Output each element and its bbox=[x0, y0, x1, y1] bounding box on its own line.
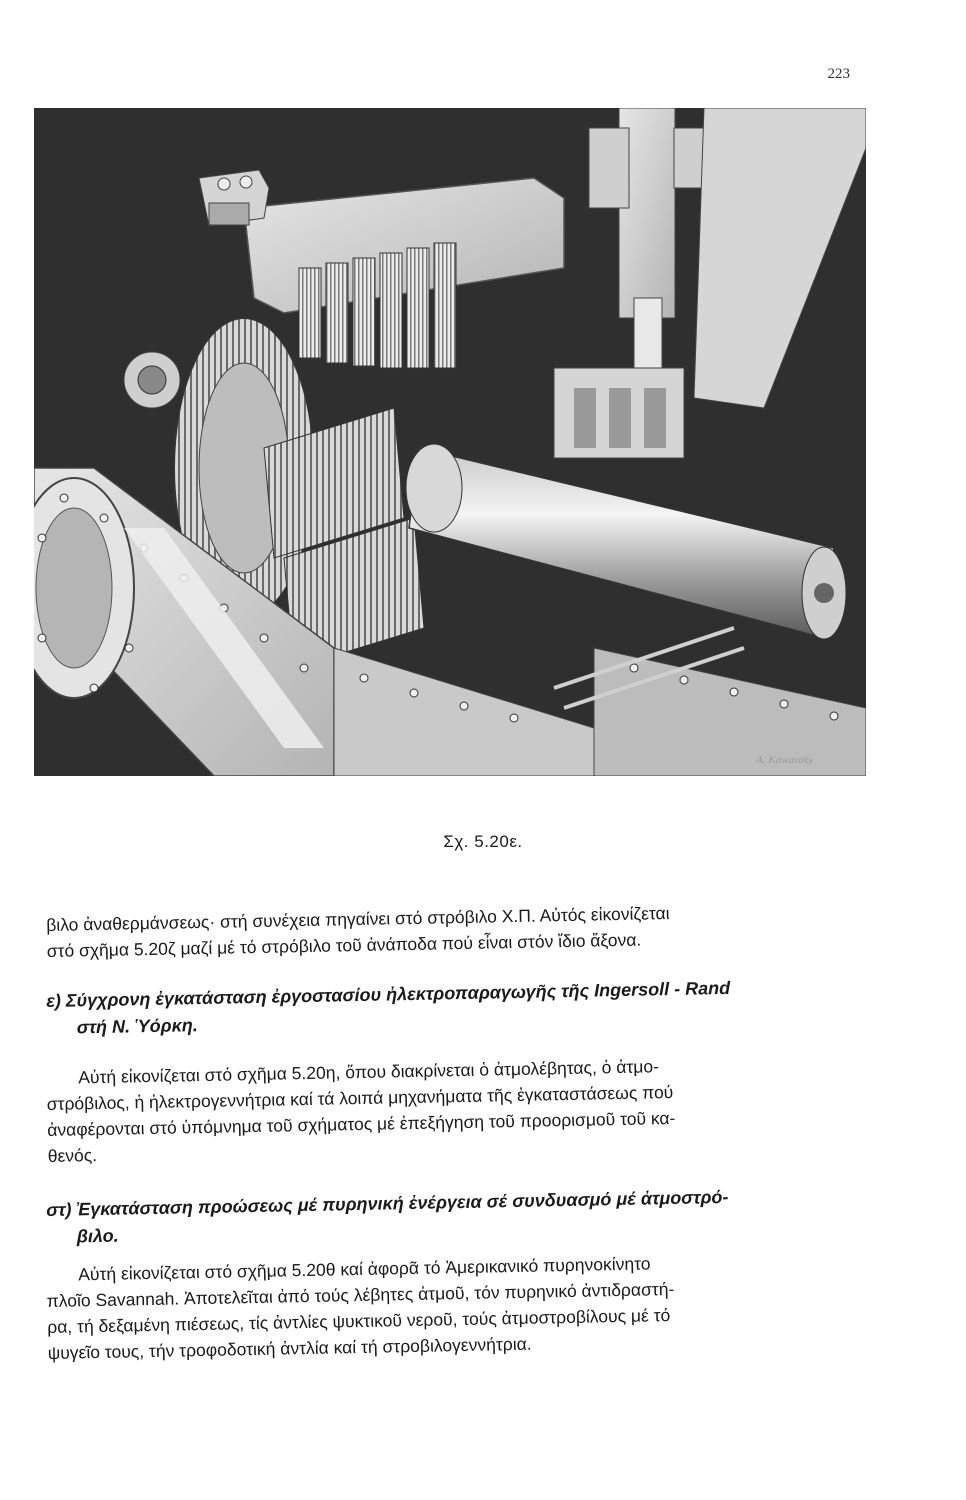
paragraph-line: Αὐτή εἰκονίζεται στό σχῆμα 5.20θ καί ἀφορᾶ τό Ἀμερικανικό πυρηνοκίνητο bbox=[78, 1253, 651, 1285]
paragraph-line: ρα, τή δεξαμένη πιέσεως, τίς ἀντλίες ψυκτικοῦ νεροῦ, τούς ἀτμοστροβίλους μέ τό bbox=[47, 1305, 671, 1337]
paragraph-line: θενός. bbox=[47, 1145, 98, 1166]
paragraph-1 bbox=[46, 896, 867, 964]
paragraph-line: πλοῖο Savannah. Ἀποτελεῖται ἀπό τούς λέβητες ἀτμοῦ, τόν πυρηνικό ἀντιδραστή- bbox=[46, 1278, 675, 1311]
paragraph-3 bbox=[46, 1246, 868, 1366]
paragraph-2 bbox=[46, 1049, 868, 1169]
heading-line: βιλο. bbox=[76, 1225, 119, 1247]
section-heading-st bbox=[46, 1181, 867, 1251]
figure-caption: Σχ. 5.20ε. bbox=[443, 832, 523, 851]
heading-line: στ) Ἐγκατάσταση προώσεως μέ πυρηνική ἐνέργεια σέ συνδυασμό μέ ἀτμοστρό- bbox=[46, 1186, 729, 1220]
turbine-cutaway-illustration bbox=[34, 108, 866, 776]
section-heading-e bbox=[46, 972, 867, 1042]
paragraph-line: ἀναφέρονται στό ὑπόμνημα τοῦ σχήματος μέ ἐπεξήγηση τοῦ προορισμοῦ τοῦ κα- bbox=[47, 1107, 676, 1140]
heading-line: στή Ν. Ὑόρκη. bbox=[76, 1015, 198, 1038]
paragraph-line: Αὐτή εἰκονίζεται στό σχῆμα 5.20η, ὅπου διακρίνεται ὁ ἀτμολέβητας, ὁ ἀτμο- bbox=[78, 1056, 660, 1088]
page-number: 223 bbox=[827, 66, 850, 82]
paragraph-line: στρόβιλος, ἡ ἠλεκτρογεννήτρια καί τά λοιπά μηχανήματα τῆς ἐγκαταστάσεως πού bbox=[46, 1081, 674, 1114]
illustration-signature: A. Kawasaky bbox=[756, 754, 814, 766]
paragraph-line: ψυγεῖο τους, τήν τροφοδοτική ἀντλία καί τή στροβιλογεννήτρια. bbox=[47, 1333, 532, 1363]
paragraph-line: βιλο ἀναθερμάνσεως· στή συνέχεια πηγαίνει στό στρόβιλο Χ.Π. Αὐτός εἰκονίζεται bbox=[46, 903, 670, 935]
heading-line: ε) Σύγχρονη ἐγκατάσταση ἐργοστασίου ἠλεκτροπαραγωγῆς τῆς Ingersoll - Rand bbox=[46, 977, 731, 1011]
paragraph-line: στό σχῆμα 5.20ζ μαζί μέ τό στρόβιλο τοῦ ἀνάποδα πού εἶναι στόν ἴδιο ἄξονα. bbox=[46, 929, 642, 961]
